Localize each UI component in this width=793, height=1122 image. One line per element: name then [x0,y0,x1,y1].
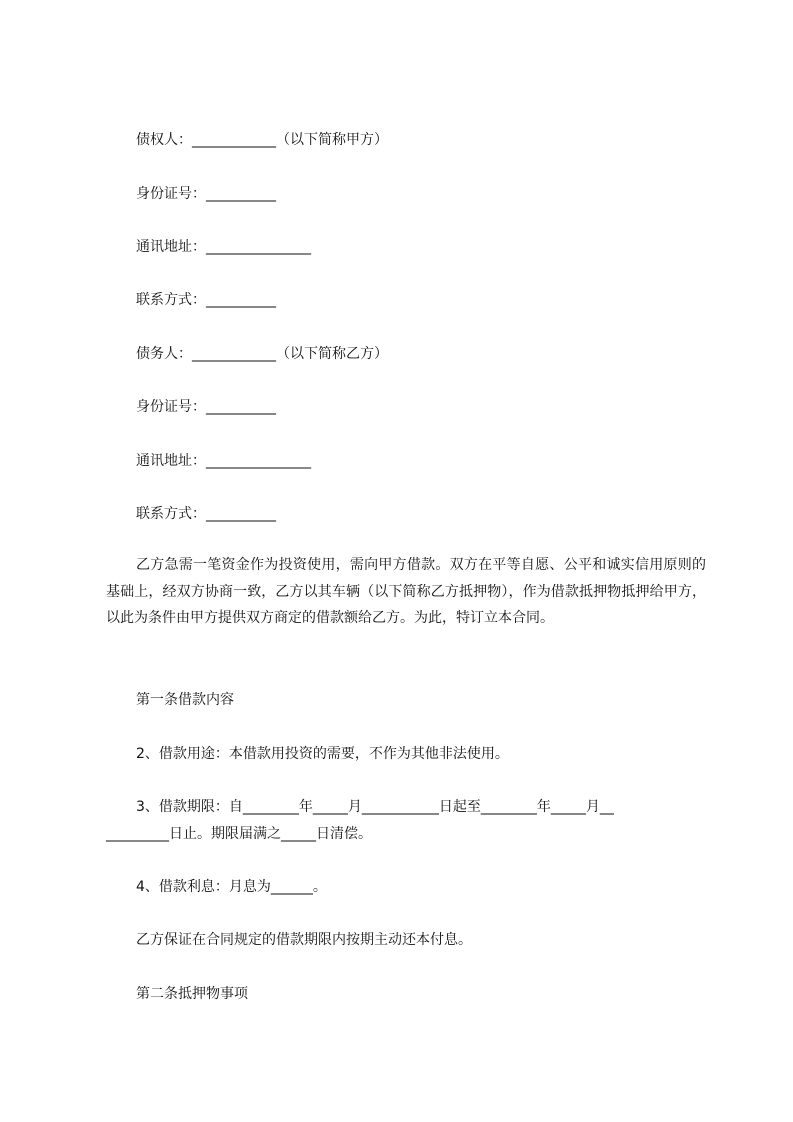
creditor-contact-line: 联系方式：__________ [136,292,276,308]
preamble-paragraph: 乙方急需一笔资金作为投资使用，需向甲方借款。双方在平等自愿、公平和诚实信用原则的基础上，经双方协商一致，乙方以其车辆（以下简称乙方抵押物），作为借款抵押物抵押给甲方，以此为条件由甲方提供双方商定的借款额给乙方。为此，特订立本合同。 [106,557,706,626]
debtor-name-line: 债务人：____________（以下简称乙方） [136,346,388,362]
creditor-name-line: 债权人：____________（以下简称甲方） [136,132,388,148]
article-1-item-3-line-1: 3、借款期限：自________年_____月___________日起至________年_____月__ [136,799,614,815]
article-2-title: 第二条抵押物事项 [136,986,248,1002]
debtor-contact-line: 联系方式：__________ [136,506,276,522]
repayment-guarantee-line: 乙方保证在合同规定的借款期限内按期主动还本付息。 [136,932,472,948]
article-1-item-4: 4、借款利息：月息为______。 [136,879,327,895]
debtor-address-line: 通讯地址：_______________ [136,453,311,469]
debtor-id-line: 身份证号：__________ [136,399,276,415]
article-1-item-3-line-2: _________日止。期限届满之_____日清偿。 [106,826,372,842]
creditor-address-line: 通讯地址：_______________ [136,239,311,255]
creditor-id-line: 身份证号：__________ [136,186,276,202]
article-1-title: 第一条借款内容 [136,692,234,708]
article-1-item-2: 2、借款用途：本借款用投资的需要，不作为其他非法使用。 [136,746,509,762]
